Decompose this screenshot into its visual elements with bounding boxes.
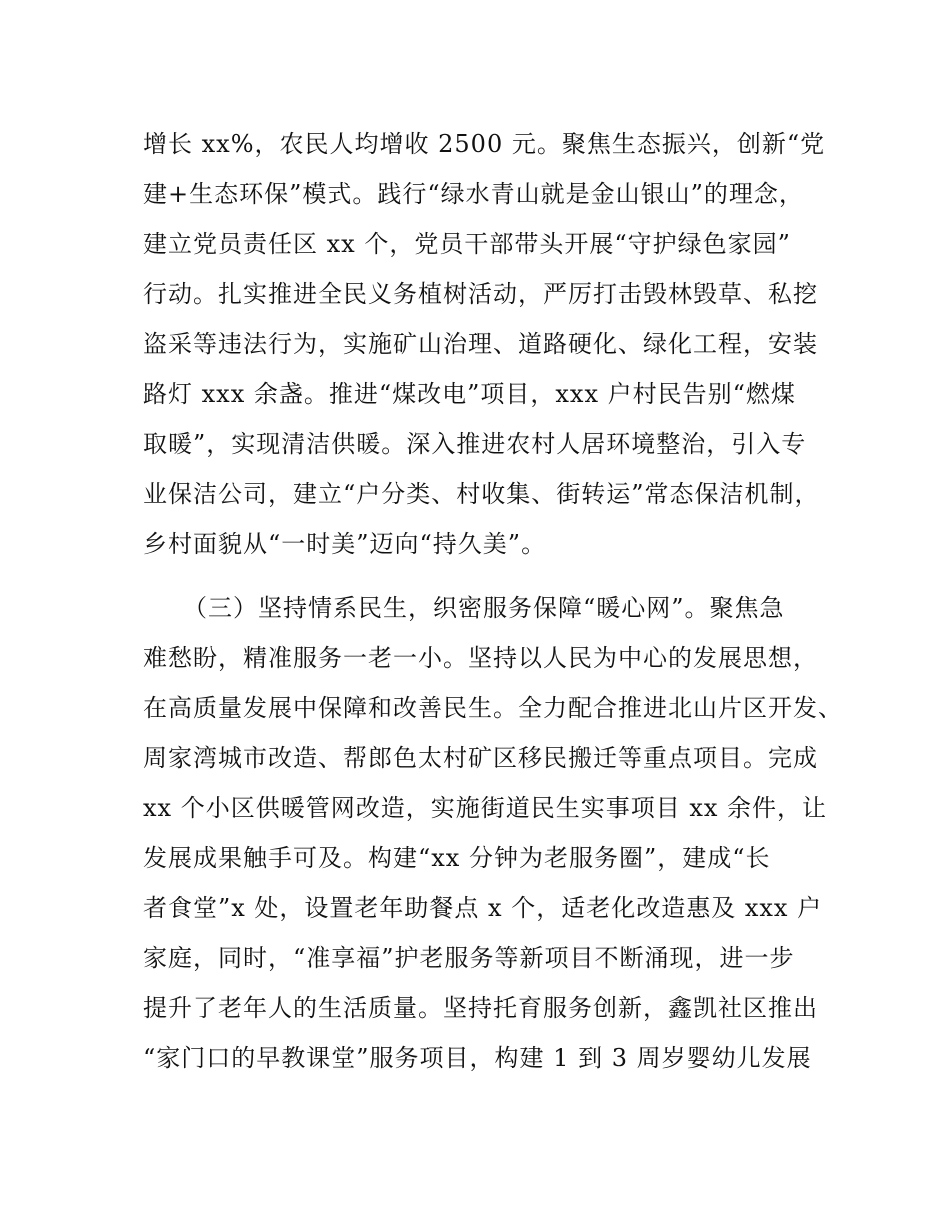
text-line: 取暖”，实现清洁供暖。深入推进农村人居环境整治，引入专 <box>143 430 807 458</box>
text-line: 行动。扎实推进全民义务植树活动，严厉打击毁林毁草、私挖 <box>143 280 818 308</box>
text-line: 在高质量发展中保障和改善民生。全力配合推进北山片区开发、 <box>143 694 843 722</box>
text-line: 建立党员责任区 xx 个，党员干部带头开展“守护绿色家园” <box>143 230 791 258</box>
text-line: 周家湾城市改造、帮郎色太村矿区移民搬迁等重点项目。完成 <box>143 744 818 772</box>
text-line: 建+生态环保”模式。践行“绿水青山就是金山银山”的理念， <box>143 180 804 208</box>
text-line: 发展成果触手可及。构建“xx 分钟为老服务圈”，建成“长 <box>143 844 771 872</box>
text-line: 业保洁公司，建立“户分类、村收集、街转运”常态保洁机制， <box>143 480 820 508</box>
text-line: 盗采等违法行为，实施矿山治理、道路硬化、绿化工程，安装 <box>143 330 818 358</box>
text-line: 提升了老年人的生活质量。坚持托育服务创新，鑫凯社区推出 <box>143 994 818 1022</box>
text-line: 难愁盼，精准服务一老一小。坚持以人民为中心的发展思想， <box>143 644 818 672</box>
text-line: 家庭，同时，“准享福”护老服务等新项目不断涌现，进一步 <box>143 944 795 972</box>
text-line: 乡村面貌从“一时美”迈向“持久美”。 <box>143 530 547 558</box>
text-line: 路灯 xxx 余盏。推进“煤改电”项目，xxx 户村民告别“燃煤 <box>143 380 796 408</box>
text-line: 增长 xx%，农民人均增收 2500 元。聚焦生态振兴，创新“党 <box>143 130 826 158</box>
text-line: “家门口的早教课堂”服务项目，构建 1 到 3 周岁婴幼儿发展 <box>143 1044 812 1072</box>
section-heading-line: （三）坚持情系民生，织密服务保障“暖心网”。聚焦急 <box>183 594 785 622</box>
text-line: xx 个小区供暖管网改造，实施街道民生实事项目 xx 余件，让 <box>143 794 828 822</box>
text-line: 者食堂”x 处，设置老年助餐点 x 个，适老化改造惠及 xxx 户 <box>143 894 823 922</box>
